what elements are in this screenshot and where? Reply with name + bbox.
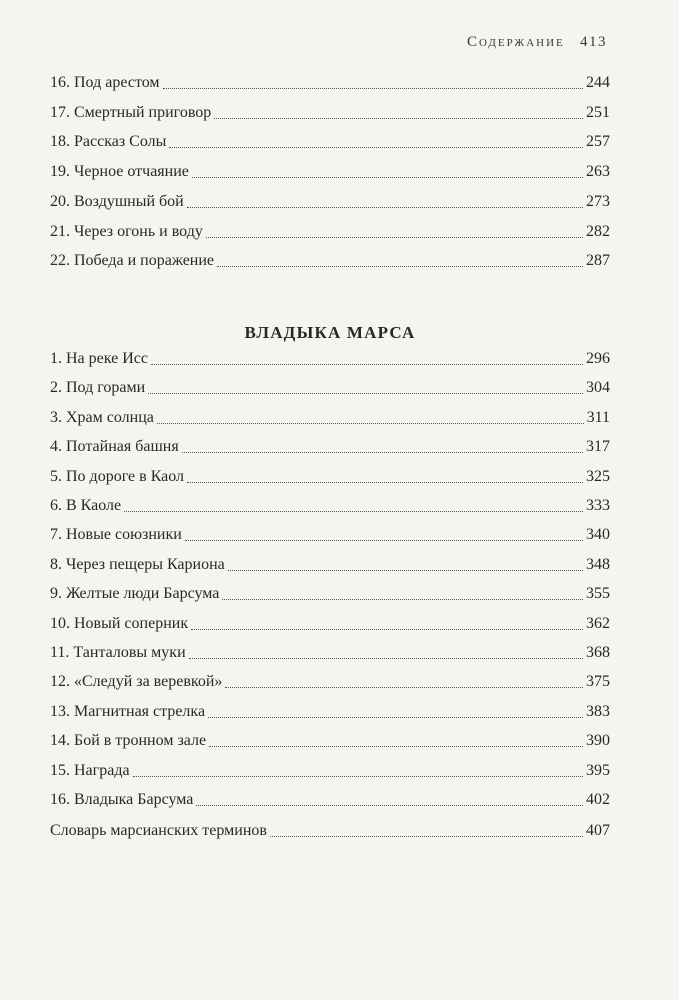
toc-entry-title [50,761,132,781]
toc-entry-page: 333 [586,497,610,514]
toc-entry-page: 257 [586,133,610,151]
toc-entry-text: Желтые люди Барсума [66,585,220,603]
toc-entry [50,345,610,369]
toc-entry-text: Победа и поражение [74,252,215,270]
toc-entry-text: По дороге в Каол [66,467,185,485]
toc-entry-page: 390 [586,732,610,750]
toc-entry-number: 9. [50,585,62,603]
toc-entry-page: 375 [586,673,610,691]
toc-entry-text: Магнитная стрелка [74,702,206,720]
toc-entry [50,727,610,751]
toc-entry-page: 296 [586,350,610,367]
toc-entry-text: Черное отчаяние [74,163,189,181]
toc-entry [50,521,610,545]
toc-entry-number: 19. [50,163,70,181]
toc-entry-page: 355 [586,585,610,603]
toc-entry [50,247,610,271]
toc-entry-text: Новый соперник [74,614,189,632]
toc-entry-page: 273 [586,192,610,210]
toc-entry [50,817,610,841]
toc-entry-text: Потайная башня [66,438,179,456]
toc-entry-number: 16. [50,74,70,91]
dot-leader [157,423,584,424]
toc-entry-number: 15. [50,761,70,779]
toc-entry-number: 13. [50,702,70,720]
toc-entry-page: 325 [586,467,610,485]
toc-entry-title [50,467,186,487]
toc-entry-text: Бой в тронном зале [74,732,207,750]
dot-leader [163,88,583,89]
dot-leader [187,482,583,483]
toc-entry-title [50,702,207,722]
toc-entry-number: 20. [50,192,70,210]
toc-entry [50,99,610,123]
toc-entry-text: Храм солнца [66,408,154,426]
toc-entry-title [50,378,147,398]
toc-entry-text: Через огонь и воду [74,222,203,240]
toc-entry-page: 317 [586,438,610,456]
toc-entry-page: 251 [586,103,610,121]
dot-leader [225,687,583,688]
toc-entry-page: 311 [586,408,610,426]
toc-entry-text: Под арестом [74,74,160,91]
toc-entry-title [50,437,181,457]
toc-entry [50,188,610,212]
toc-entry-page: 244 [586,74,610,91]
toc-entry-text: Воздушный бой [74,192,184,210]
toc-entry-text: В Каоле [66,497,122,514]
toc-entry-title [50,643,188,663]
toc-entry-title [50,162,191,182]
toc-entry-text: На реке Исс [66,350,148,367]
toc-entry-page: 383 [586,702,610,720]
section-title: ВЛАДЫКА МАРСА [244,323,416,342]
toc-entry-title [50,103,213,123]
toc-entry-text: Через пещеры Кариона [66,555,225,573]
toc-entry-title [50,192,186,212]
toc-entry-title [50,584,221,604]
toc-entry [50,404,610,428]
toc-entry [50,158,610,182]
toc-entry-page: 362 [586,614,610,632]
toc-entry-title [50,555,227,575]
toc-entry-number: 4. [50,438,62,456]
dot-leader [206,237,583,238]
dot-leader [208,717,583,718]
toc-entry-text: Танталовы муки [73,644,186,661]
page-number: 413 [580,34,607,50]
toc-entry [50,668,610,692]
toc-entry [50,374,610,398]
dot-leader [192,177,583,178]
toc-entry-number: 18. [50,133,70,151]
dot-leader [191,629,583,630]
toc-entry-number: 8. [50,555,62,573]
toc-entry-number: 2. [50,379,62,397]
toc-entry-number: 12. [50,673,70,691]
toc-entry-number: 5. [50,467,62,485]
toc-entry-number: 7. [50,526,62,544]
dot-leader [214,118,583,119]
toc-entry-title [50,132,168,152]
toc-entry-page: 402 [586,791,610,808]
page-header [467,34,607,51]
toc-entry-number: 10. [50,614,70,632]
toc-entry [50,463,610,487]
dot-leader [209,746,583,747]
toc-entry-title [50,73,162,93]
toc-entry-number: 17. [50,103,70,121]
dot-leader [151,364,583,365]
toc-entry-title [50,349,150,369]
toc-entry [50,786,610,810]
toc-entry [50,580,610,604]
toc-entry [50,433,610,457]
dot-leader [133,776,583,777]
toc-entry-page: 287 [586,252,610,270]
toc-entry-title [50,672,224,692]
toc-entry-title [50,408,156,428]
toc-entry-text: Рассказ Солы [74,133,167,151]
toc-entry-title [50,496,123,516]
dot-leader [222,599,583,600]
toc-entry-page: 348 [586,555,610,573]
toc-entry-number: 22. [50,252,70,270]
toc-entry-title [50,525,184,545]
toc-entry-text: Под горами [66,379,146,397]
running-title: Содержание [466,34,565,50]
dot-leader [196,805,583,806]
toc-entry-page: 282 [586,222,610,240]
toc-entry-number: 21. [50,222,70,240]
toc-entry-title [50,222,205,242]
toc-entry-title: Словарь марсианских терминов [50,822,267,839]
toc-entry-number: 16. [50,791,70,808]
toc-entry [50,128,610,152]
toc-entry [50,698,610,722]
toc-entry-page: 304 [586,379,610,397]
toc-entry-page: 340 [586,526,610,544]
toc-entry-text: Смертный приговор [74,103,212,121]
toc-entry-page: 263 [586,163,610,181]
dot-leader [270,836,583,837]
dot-leader [228,570,583,571]
toc-entry-number: 3. [50,408,62,426]
dot-leader [182,452,583,453]
dot-leader [189,658,583,659]
toc-entry-page: 407 [586,822,610,839]
dot-leader [217,266,583,267]
dot-leader [124,511,583,512]
toc-entry-text: Владыка Барсума [74,791,194,808]
toc-entry-number: 6. [50,497,62,514]
toc-entry-number: 14. [50,732,70,750]
dot-leader [187,207,583,208]
toc-entry [50,757,610,781]
toc-entry [50,610,610,634]
dot-leader [185,540,583,541]
toc-entry [50,551,610,575]
toc-entry [50,218,610,242]
toc-entry-number: 1. [50,350,62,367]
toc-entry-text: «Следуй за веревкой» [74,673,223,691]
toc-entry-page: 368 [586,644,610,661]
toc-entry [50,69,610,93]
toc-entry-page: 395 [586,761,610,779]
toc-entry-text: Новые союзники [66,526,182,544]
dot-leader [148,393,583,394]
toc-entry-number: 11. [50,644,70,661]
toc-entry-title [50,614,190,634]
dot-leader [169,147,583,148]
toc-entry-title [50,251,216,271]
toc-entry [50,492,610,516]
toc-entry-title [50,790,195,810]
toc-entry-title [50,731,208,751]
toc-entry-text: Награда [74,761,130,779]
toc-entry [50,639,610,663]
